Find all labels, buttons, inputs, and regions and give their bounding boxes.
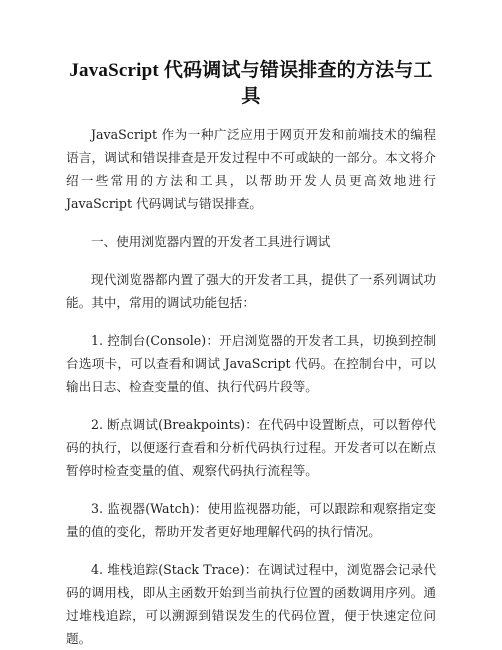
document-title: JavaScript 代码调试与错误排查的方法与工具 — [69, 60, 433, 107]
section-heading: 一、使用浏览器内置的开发者工具进行调试 — [91, 234, 331, 249]
list-item-stack-trace: 4. 堆栈追踪(Stack Trace)：在调试过程中，浏览器会记录代码的调用栈，即从主函数开始到当前执行位置的函数调用序列。通过堆栈追踪，可以溯源到错误发生的代码位置，便于快速定位问题。 — [66, 562, 436, 646]
section-intro-paragraph: 现代浏览器都内置了强大的开发者工具，提供了一系列调试功能。其中，常用的调试功能包括： — [66, 272, 436, 310]
list-item-console: 1. 控制台(Console)：开启浏览器的开发者工具，切换到控制台选项卡，可以查看和调试 JavaScript 代码。在控制台中，可以输出日志、检查变量的值、执行代码片段等。 — [66, 333, 436, 394]
intro-paragraph: JavaScript 作为一种广泛应用于网页开发和前端技术的编程语言，调试和错误排查是开发过程中不可或缺的一部分。本文将介绍一些常用的方法和工具，以帮助开发人员更高效地进行 JavaScript 代码调试与错误排查。 — [66, 127, 436, 211]
list-item-breakpoints: 2. 断点调试(Breakpoints)：在代码中设置断点，可以暂停代码的执行，以便逐行查看和分析代码执行过程。开发者可以在断点暂停时检查变量的值、观察代码执行流程等。 — [66, 417, 436, 478]
list-item-watch: 3. 监视器(Watch)：使用监视器功能，可以跟踪和观察指定变量的值的变化，帮助开发者更好地理解代码的执行情况。 — [66, 501, 436, 539]
